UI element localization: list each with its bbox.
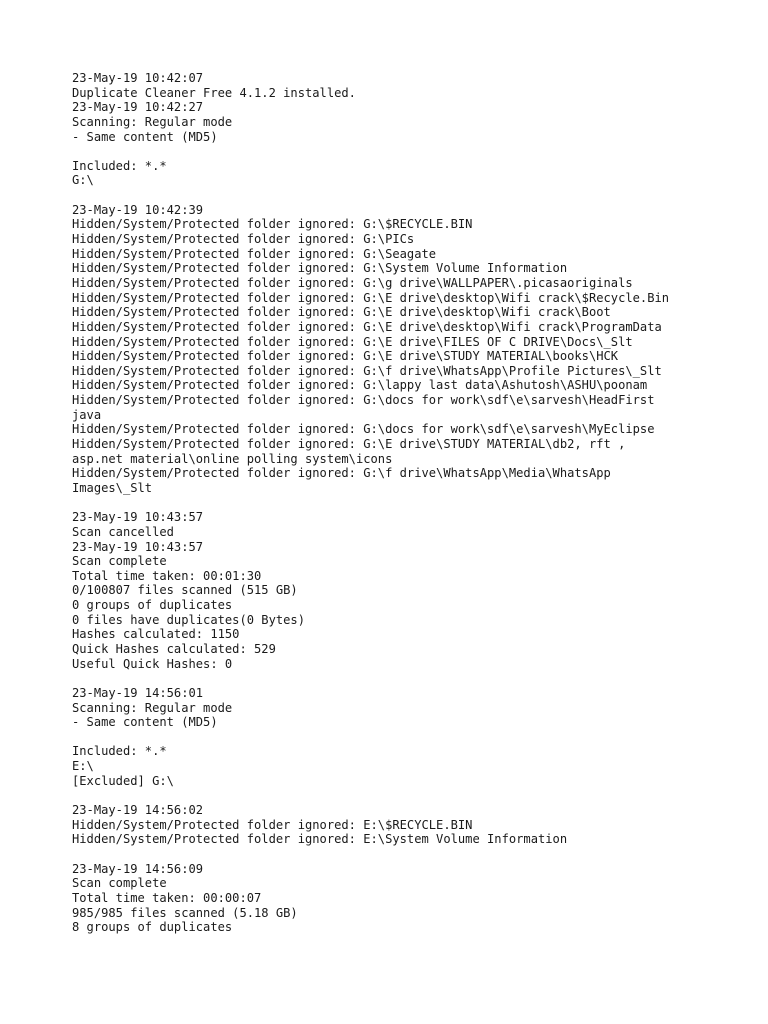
log-line: Scan cancelled (72, 524, 174, 539)
log-line: Hidden/System/Protected folder ignored: G:\docs for work\sdf\e\sarvesh\HeadFirst (72, 393, 655, 408)
log-line: java (72, 407, 102, 422)
log-line: 23-May-19 14:56:02 (72, 803, 204, 818)
blank-line (72, 188, 732, 203)
log-line: Hidden/System/Protected folder ignored: G:\PICs (72, 232, 415, 247)
log-line: Hidden/System/Protected folder ignored: G:\Seagate (72, 246, 437, 261)
log-line: Hidden/System/Protected folder ignored: E:\System Volume Information (72, 832, 568, 847)
log-line: Hidden/System/Protected folder ignored: G:\g drive\WALLPAPER\.picasaoriginals (72, 275, 633, 290)
log-line: Scanning: Regular mode (72, 114, 233, 129)
log-line: Scan complete (72, 876, 167, 891)
log-line: Hidden/System/Protected folder ignored: G:\$RECYCLE.BIN (72, 217, 473, 232)
log-line: 0 files have duplicates(0 Bytes) (72, 612, 305, 627)
log-line: 23-May-19 14:56:01 (72, 685, 204, 700)
log-line: asp.net material\online polling system\icons (72, 451, 393, 466)
log-line: Images\_Slt (72, 480, 153, 495)
log-line: Hidden/System/Protected folder ignored: G:\E drive\desktop\Wifi crack\$Recycle.Bin (72, 290, 670, 305)
log-line: Hidden/System/Protected folder ignored: G:\f drive\WhatsApp\Profile Pictures\_Slt (72, 363, 662, 378)
blank-line (72, 847, 732, 862)
log-line: Duplicate Cleaner Free 4.1.2 installed. (72, 85, 356, 100)
log-line: G:\ (72, 173, 94, 188)
log-line: Hidden/System/Protected folder ignored: G:\lappy last data\Ashutosh\ASHU\poonam (72, 378, 648, 393)
log-line: [Excluded] G:\ (72, 773, 174, 788)
blank-line (72, 144, 732, 159)
log-line: Quick Hashes calculated: 529 (72, 641, 276, 656)
log-line: Included: *.* (72, 158, 167, 173)
log-line: Hidden/System/Protected folder ignored: G:\docs for work\sdf\e\sarvesh\MyEclipse (72, 422, 655, 437)
log-line: 23-May-19 10:43:57 (72, 510, 204, 525)
log-line: 23-May-19 10:43:57 (72, 539, 204, 554)
log-line: Hidden/System/Protected folder ignored: E:\$RECYCLE.BIN (72, 817, 473, 832)
log-line: Scanning: Regular mode (72, 700, 233, 715)
log-line: 0/100807 files scanned (515 GB) (72, 583, 298, 598)
log-line: Included: *.* (72, 744, 167, 759)
log-line: Hidden/System/Protected folder ignored: G:\E drive\FILES OF C DRIVE\Docs\_Slt (72, 334, 633, 349)
blank-line (72, 671, 732, 686)
log-line: 23-May-19 10:42:27 (72, 100, 204, 115)
log-line: - Same content (MD5) (72, 715, 218, 730)
blank-line (72, 730, 732, 745)
log-line: 0 groups of duplicates (72, 598, 233, 613)
log-line: Scan complete (72, 554, 167, 569)
log-line: Total time taken: 00:00:07 (72, 890, 262, 905)
log-line: Hidden/System/Protected folder ignored: G:\System Volume Information (72, 261, 568, 276)
blank-line (72, 496, 732, 511)
log-line: Total time taken: 00:01:30 (72, 568, 262, 583)
log-line: 23-May-19 10:42:07 (72, 71, 204, 85)
log-line: Hidden/System/Protected folder ignored: G:\E drive\STUDY MATERIAL\db2, rft , (72, 437, 626, 452)
log-line: E:\ (72, 759, 94, 774)
log-line: 8 groups of duplicates (72, 920, 233, 935)
log-line: Hidden/System/Protected folder ignored: G:\E drive\STUDY MATERIAL\books\HCK (72, 349, 619, 364)
log-text (72, 71, 732, 935)
log-line: Hidden/System/Protected folder ignored: G:\f drive\WhatsApp\Media\WhatsApp (72, 466, 611, 481)
log-line: Hidden/System/Protected folder ignored: G:\E drive\desktop\Wifi crack\ProgramData (72, 319, 662, 334)
log-line: Useful Quick Hashes: 0 (72, 656, 233, 671)
log-line: Hashes calculated: 1150 (72, 627, 240, 642)
log-line: 23-May-19 14:56:09 (72, 861, 204, 876)
log-line: 985/985 files scanned (5.18 GB) (72, 905, 298, 920)
log-line: 23-May-19 10:42:39 (72, 202, 204, 217)
blank-line (72, 788, 732, 803)
log-line: Hidden/System/Protected folder ignored: G:\E drive\desktop\Wifi crack\Boot (72, 305, 611, 320)
log-line: - Same content (MD5) (72, 129, 218, 144)
